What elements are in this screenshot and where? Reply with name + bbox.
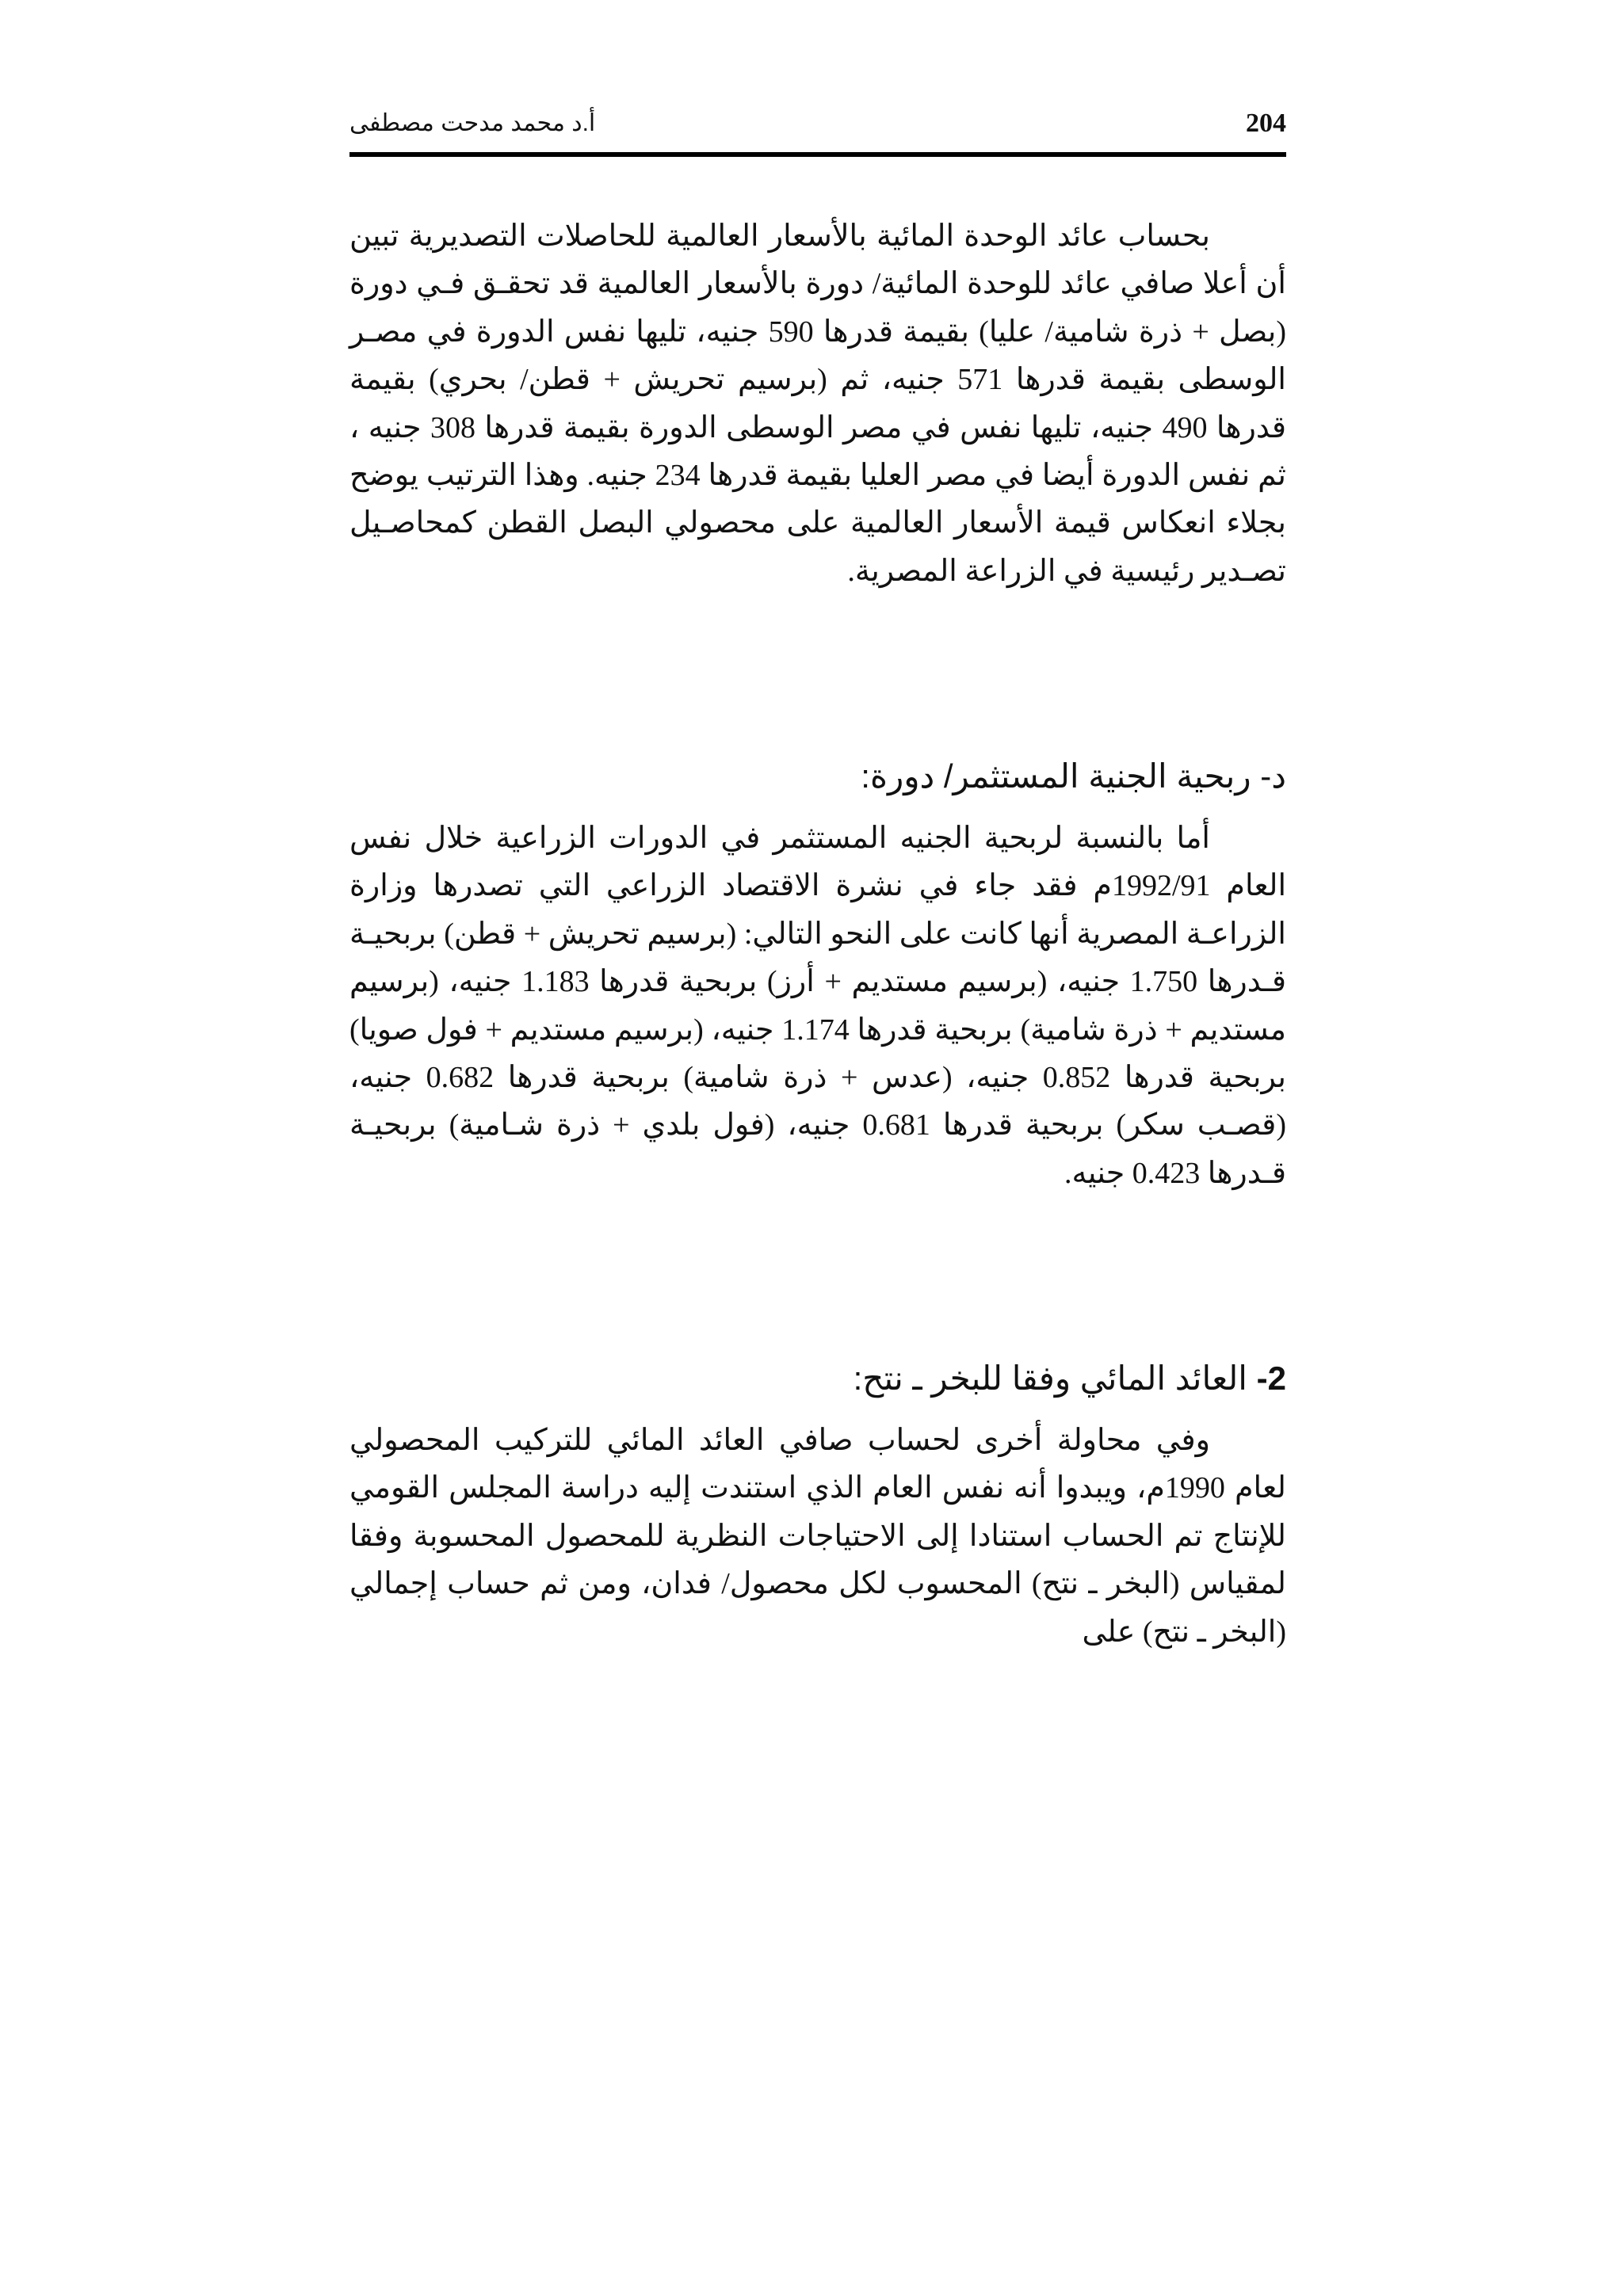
- paragraph-evapotranspiration: [349, 1417, 1286, 1656]
- running-head-author: أ.د محمد مدحت مصطفى: [349, 110, 596, 136]
- page-number: 204: [1246, 109, 1286, 138]
- section-heading-2: [349, 1355, 1286, 1402]
- paragraph-text: بحساب عائد الوحدة المائية بالأسعار العالمية للحاصلات التصديرية تبين أن أعلا صافي عائد للوحدة المائية/ دورة بالأسعار العالمية قد تحقـق فـي دورة (بصل + ذرة شامية/ عليا) بقيمة قدرها 590 جنيه، تليها نفس الدورة في مصـر الوسطى بقيمة قدرها 571 جنيه، ثم (برسيم تحريش + قطن/ بحري) بقيمة قدرها 490 جنيه، تليها نفس في مصر الوسطى الدورة بقيمة قدرها 308 جنيه ، ثم نفس الدورة أيضا في مصر العليا بقيمة قدرها 234 جنيه. وهذا الترتيب يوضح بجلاء انعكاس قيمة الأسعار العالمية على محصولي البصل القطن كمحاصـيل تصـدير رئيسية في الزراعة المصرية.: [349, 219, 1287, 588]
- section-heading-d: د- ربحية الجنية المستثمر/ دورة:: [861, 757, 1286, 795]
- paragraph-water-unit-return: [349, 212, 1286, 595]
- section-title: العائد المائي وفقا للبخر ـ نتح:: [853, 1360, 1247, 1397]
- section-number: 2-: [1256, 1360, 1286, 1397]
- paragraph-pound-profitability: [349, 814, 1286, 1197]
- paragraph-text: وفي محاولة أخرى لحساب صافي العائد المائي للتركيب المحصولي لعام 1990م، ويبدوا أنه نفس العام الذي استندت إليه دراسة المجلس القومي للإنتاج تم الحساب استنادا إلى الاحتياجات النظرية للمحصول المحسوبة وفقا لمقياس (البخر ـ نتح) المحسوب لكل محصول/ فدان، ومن ثم حساب إجمالي (البخر ـ نتح) على: [349, 1424, 1287, 1649]
- paragraph-text: أما بالنسبة لربحية الجنيه المستثمر في الدورات الزراعية خلال نفس العام 1992/91م فقد جاء في نشرة الاقتصاد الزراعي التي تصدرها وزارة الزراعـة المصرية أنها كانت على النحو التالي: (برسيم تحريش + قطن) بربحيـة قـدرها 1.750 جنيه، (برسيم مستديم + أرز) بربحية قدرها 1.183 جنيه، (برسيم مستديم + ذرة شامية) بربحية قدرها 1.174 جنيه، (برسيم مستديم + فول صويا) بربحية قدرها 0.852 جنيه، (عدس + ذرة شامية) بربحية قدرها 0.682 جنيه، (قصـب سكر) بربحية قدرها 0.681 جنيه، (فول بلدي + ذرة شـامية) بربحيـة قـدرها 0.423 جنيه.: [349, 822, 1287, 1190]
- page-header: [349, 95, 1286, 157]
